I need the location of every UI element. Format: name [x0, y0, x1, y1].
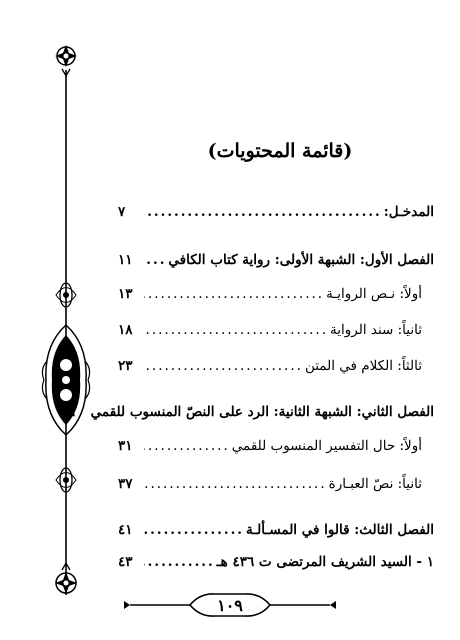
toc-label: ثانياً: سند الرواية: [330, 322, 422, 338]
toc-page: ٢٣: [118, 358, 133, 374]
toc-label: ثانياً: نصّ العبـارة: [328, 476, 422, 492]
toc-entry-1-3: [118, 358, 434, 374]
toc-entry-1-1: [118, 286, 434, 302]
toc-label: الفصل الثالث: قالوا في المسـألـة: [245, 522, 434, 538]
leader-dots: [144, 252, 168, 268]
toc-page: ٣٧: [118, 476, 133, 492]
leader-dots: [144, 358, 305, 374]
toc-label: أولاً: حال التفسير المنسوب للقمي: [231, 438, 422, 454]
decorative-border: [40, 40, 92, 625]
toc-page: ٣١: [118, 438, 133, 454]
toc-page: ١٨: [118, 322, 133, 338]
toc-page: ١١: [118, 252, 133, 268]
toc-entry-1-2: [118, 322, 434, 338]
toc-page: ٤١: [118, 522, 133, 538]
page-title: (قائمة المحتويات): [207, 140, 353, 162]
toc-entry-chapter-2: [60, 404, 434, 420]
toc-label: ١ - السيد الشريف المرتضى ت ٤٣٦ هـ: [216, 554, 434, 570]
leader-dots: [144, 286, 326, 302]
toc-page: ٤٣: [118, 554, 133, 570]
toc-page: ٧: [118, 204, 126, 220]
toc-entry-chapter-1: [118, 252, 434, 268]
toc-page: ١٣: [118, 286, 133, 302]
leader-dots: [144, 204, 384, 220]
toc-entry-2-1: [118, 438, 434, 454]
leader-dots: [144, 476, 329, 492]
leader-dots: [87, 404, 91, 420]
toc-entry-chapter-3: [118, 522, 434, 538]
toc-page: ٢٩: [60, 404, 76, 420]
toc-label: الفصل الأول: الشبهة الأولى: رواية كتاب الكافي: [168, 252, 434, 268]
leader-dots: [144, 554, 217, 570]
toc-label: أولاً: نـص الروايـة: [326, 286, 422, 302]
page-number-ornament: [120, 590, 340, 620]
leader-dots: [144, 438, 232, 454]
page-number: ١٠٩: [217, 596, 243, 615]
toc-label: المدخـل:: [383, 204, 434, 220]
toc-entry-2-2: [118, 476, 434, 492]
toc-entry-3-1: [118, 554, 434, 570]
page-number-footer: [0, 590, 460, 624]
ornament-svg: [40, 40, 92, 625]
toc-label: الفصل الثاني: الشبهة الثانية: الرد على النصّ المنسوب للقمي: [90, 404, 434, 420]
toc-label: ثالثاً: الكلام في المتن: [304, 358, 422, 374]
leader-dots: [144, 522, 246, 538]
leader-dots: [144, 322, 330, 338]
toc-entry-intro: [118, 204, 434, 220]
